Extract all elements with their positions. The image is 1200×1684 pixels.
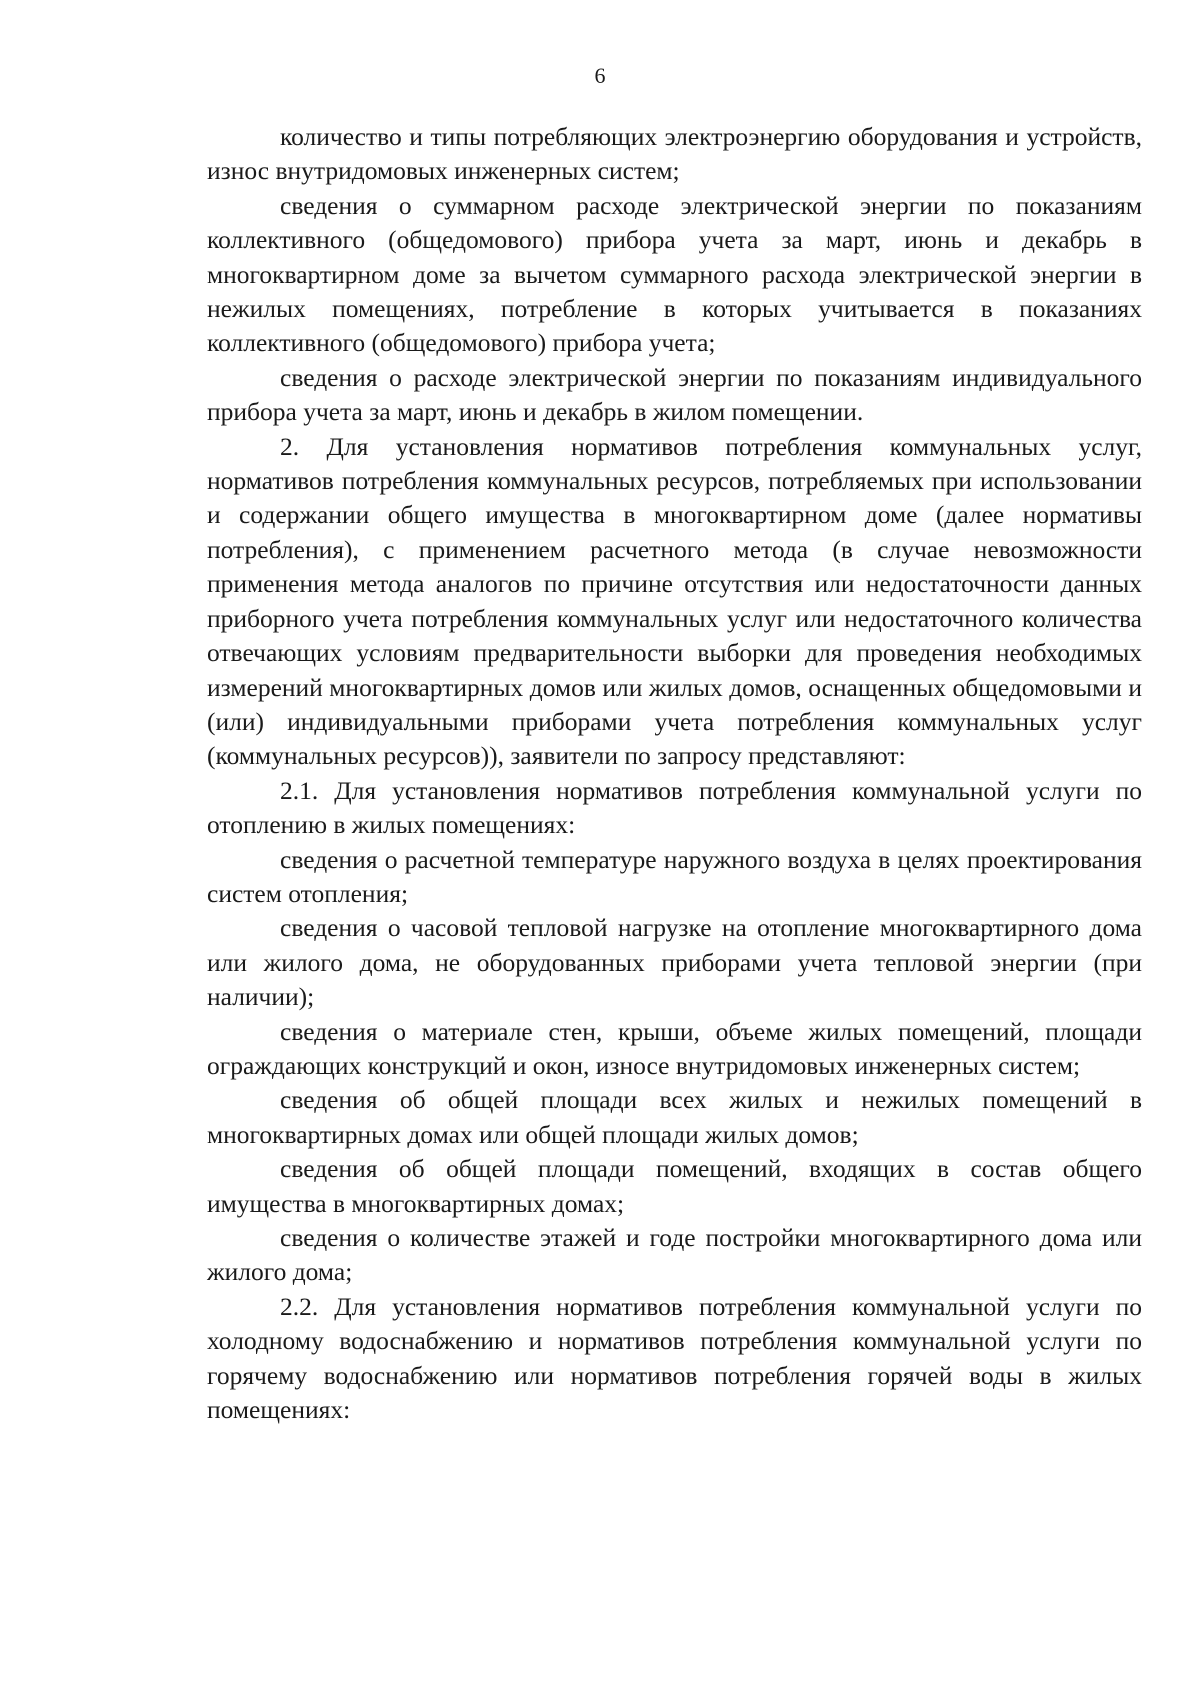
document-body: [207, 120, 1142, 1427]
paragraph: сведения об общей площади помещений, входящих в состав общего имущества в многоквартирных домах;: [207, 1154, 1142, 1218]
paragraph: сведения о материале стен, крыши, объеме жилых помещений, площади ограждающих конструкций и окон, износе внутридомовых инженерных систем;: [207, 1016, 1142, 1080]
paragraph: сведения о расчетной температуре наружного воздуха в целях проектирования систем отопления;: [207, 844, 1142, 908]
paragraph: сведения о количестве этажей и годе постройки многоквартирного дома или жилого дома;: [207, 1223, 1142, 1287]
paragraph: количество и типы потребляющих электроэнергию оборудования и устройств, износ внутридомовых инженерных систем;: [207, 122, 1142, 186]
paragraph: 2.2. Для установления нормативов потребления коммунальной услуги по холодному водоснабжению и нормативов потребления коммунальной услуги по горячему водоснабжению или нормативов потребления горячей воды в жилых помещениях:: [207, 1291, 1142, 1425]
paragraph: сведения о расходе электрической энергии по показаниям индивидуального прибора учета за март, июнь и декабрь в жилом помещении.: [207, 362, 1142, 427]
paragraph: сведения о суммарном расходе электрической энергии по показаниям коллективного (общедомового) прибора учета за март, июнь и декабрь в многоквартирном доме за вычетом суммарного расхода электрической энергии в нежилых помещениях, потребление в которых учитывается в показаниях коллективного (общедомового) прибора учета;: [207, 190, 1142, 358]
paragraph: 2. Для установления нормативов потребления коммунальных услуг, нормативов потребления коммунальных ресурсов, потребляемых при использовании и содержании общего имущества в многоквартирном доме (далее нормативы потребления), с применением расчетного метода (в случае невозможности применения метода аналогов по причине отсутствия или недостаточности данных приборного учета потребления коммунальных услуг или недостаточного количества отвечающих условиям предварительности выборки для проведения необходимых измерений многоквартирных домов или жилых домов, оснащенных общедомовыми и (или) индивидуальными приборами учета потребления коммунальных услуг (коммунальных ресурсов)), заявители по запросу представляют:: [207, 431, 1142, 771]
paragraph: сведения об общей площади всех жилых и нежилых помещений в многоквартирных домах или общей площади жилых домов;: [207, 1085, 1142, 1149]
paragraph: 2.1. Для установления нормативов потребления коммунальной услуги по отоплению в жилых помещениях:: [207, 775, 1142, 840]
page-number: 6: [594, 63, 606, 88]
paragraph: сведения о часовой тепловой нагрузке на отопление многоквартирного дома или жилого дома, не оборудованных приборами учета тепловой энергии (при наличии);: [207, 913, 1142, 1012]
